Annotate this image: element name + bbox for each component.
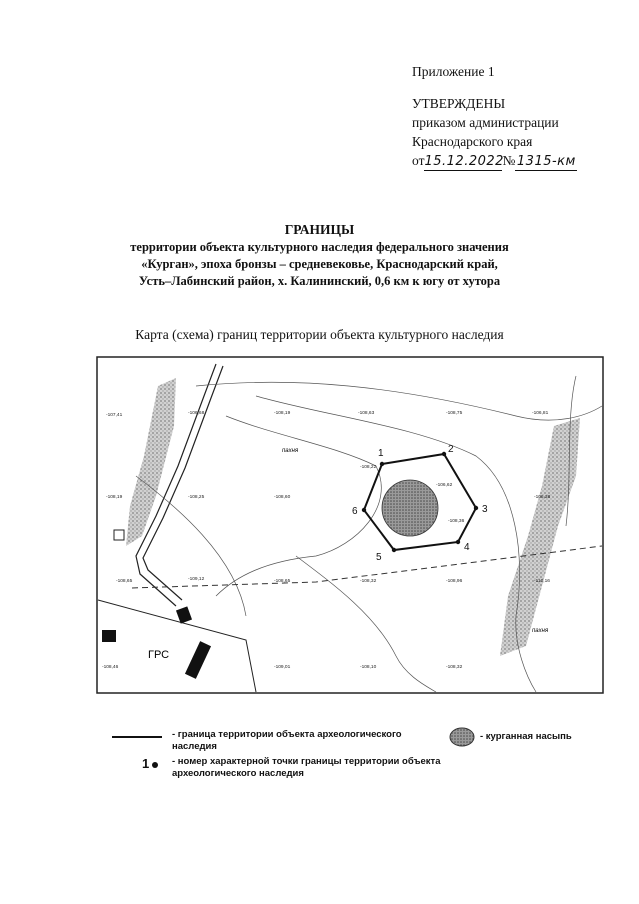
order-date-line <box>412 153 577 171</box>
map-caption: Карта (схема) границ территории объекта культурного наследия <box>135 327 504 342</box>
elevation-mark: -109,12 <box>188 577 205 582</box>
area-label: пахня <box>282 448 299 454</box>
legend-boundary-text-1: - граница территории объекта археологического <box>172 729 402 740</box>
elevation-mark: -108,96 <box>446 579 463 584</box>
elevation-mark: -107,41 <box>106 413 123 418</box>
elevation-mark: -108,19 <box>106 495 123 500</box>
elevation-mark: -106,81 <box>532 411 549 416</box>
legend-point-text-1: - номер характерной точки границы территории объекта <box>172 756 441 767</box>
elevation-mark: -108,22 <box>360 465 377 470</box>
elevation-mark: -108,63 <box>358 411 375 416</box>
elevation-mark: -108,46 <box>102 665 119 670</box>
order-number: 1315-км <box>516 154 576 169</box>
appendix-label: Приложение 1 <box>412 64 495 79</box>
date-prefix: от <box>412 153 425 168</box>
elevation-mark: -108,75 <box>446 411 463 416</box>
legend-boundary-line-symbol <box>112 736 162 738</box>
order-line-2: Краснодарского края <box>412 134 533 149</box>
territory-map <box>96 356 604 694</box>
document-heading: ГРАНИЦЫ <box>284 222 355 237</box>
elevation-mark: -108,10 <box>360 665 377 670</box>
elevation-mark: -108,19 <box>274 411 291 416</box>
title-line-2: «Курган», эпоха бронзы – средневековье, Краснодарский край, <box>141 257 498 271</box>
approved-label: УТВЕРЖДЕНЫ <box>412 96 506 111</box>
building <box>102 630 116 642</box>
legend-mound-text: - курганная насыпь <box>480 731 572 742</box>
number-prefix: № <box>502 153 516 168</box>
elevation-mark: -106,68 <box>188 411 205 416</box>
elevation-mark: -108,36 <box>448 519 465 524</box>
elevation-mark: -108,65 <box>116 579 133 584</box>
boundary-point-number: 5 <box>376 552 382 563</box>
boundary-point-number: 1 <box>378 448 384 459</box>
title-line-3: Усть–Лабинский район, х. Калининский, 0,6 км к югу от хутора <box>138 274 501 288</box>
title-line-1: территории объекта культурного наследия федерального значения <box>130 240 509 254</box>
order-line-1: приказом администрации <box>412 115 559 130</box>
boundary-point-number: 3 <box>482 504 488 515</box>
elevation-mark: -108,32 <box>360 579 377 584</box>
road-marker <box>114 530 124 540</box>
legend-point-number: 1 <box>142 756 150 771</box>
boundary-point-number: 4 <box>464 542 470 553</box>
boundary-point-number: 6 <box>352 506 358 517</box>
point-dot-icon <box>152 762 158 768</box>
building-label: ГРС <box>148 649 170 661</box>
kurgan-mound <box>382 480 438 536</box>
legend-point-symbol <box>142 756 158 771</box>
legend-point-text-2: археологического наследия <box>172 768 304 779</box>
elevation-mark: -106,38 <box>534 495 551 500</box>
order-date: 15.12.2022 <box>424 154 504 169</box>
elevation-mark: -106,62 <box>436 483 453 488</box>
area-label: пахня <box>532 628 549 634</box>
elevation-mark: -109,01 <box>274 665 291 670</box>
elevation-mark: -108,65 <box>274 579 291 584</box>
elevation-mark: -108,60 <box>274 495 291 500</box>
legend-boundary-text-2: наследия <box>172 741 217 752</box>
elevation-mark: -108,32 <box>446 665 463 670</box>
elevation-mark: -110,16 <box>534 579 550 584</box>
elevation-mark: -108,25 <box>188 495 205 500</box>
boundary-point-number: 2 <box>448 444 454 455</box>
legend-mound-symbol <box>448 726 476 748</box>
